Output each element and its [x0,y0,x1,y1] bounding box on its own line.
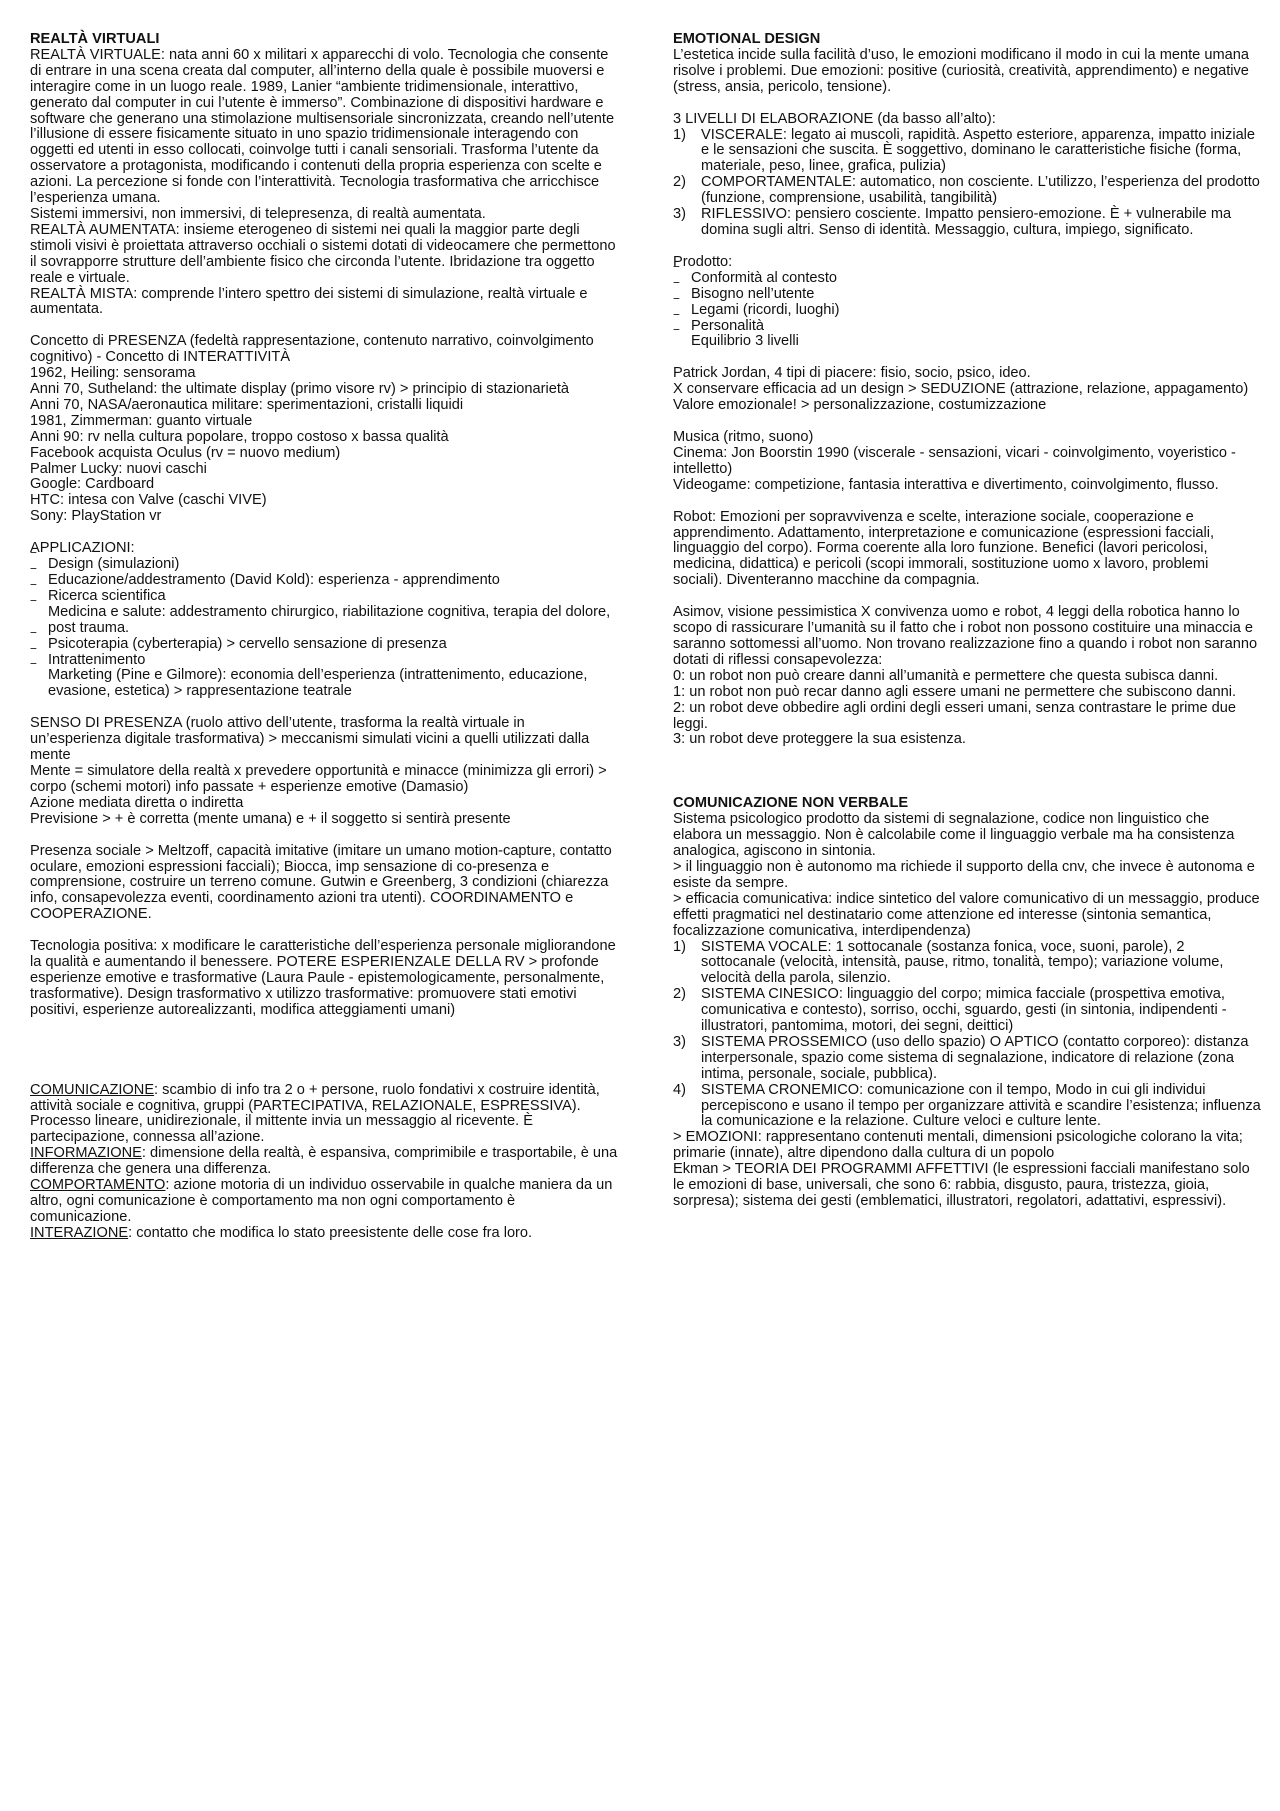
term-behavior: COMPORTAMENTO [30,1177,166,1194]
term-communication: COMUNICAZIONE [30,1081,155,1098]
presence-block [30,716,618,827]
timeline-block [30,334,618,525]
social-presence-paragraph: Presenza sociale > Meltzoff, capacità imitative (imitare un umano motion-capture, contatto oculare, emozioni espressioni facciali); Biocca, imp sensazione di co-presenza e comprensione, costruire un terreno comune. Gutwin e Greenberg, 3 condizioni (chiarezza info, consapevolezza eventi, coordinamento azioni tra utenti). COORDINAMENTO e COOPERAZIONE. [30,842,612,923]
timeline-line: Facebook acquista Oculus (rv = nuovo medium) [30,444,341,461]
law-line: 3: un robot deve proteggere la sua esistenza. [673,731,966,748]
spacer [673,96,1261,112]
jordan-line: Valore emozionale! > personalizzazione, costumizzazione [673,397,1047,414]
levels-title: 3 LIVELLI DI ELABORAZIONE (da basso all’alto): [673,110,996,127]
applications-list [30,552,618,700]
applications-title: APPLICAZIONI: [30,540,135,557]
jordan-line: Patrick Jordan, 4 tipi di piacere: fisio, socio, psico, ideo. [673,365,1031,382]
jordan-line: X conservare efficacia ad un design > SEDUZIONE (attrazione, relazione, appagamento) [673,381,1249,398]
systems-line: Sistemi immersivi, non immersivi, di telepresenza, di realtà aumentata. [30,205,486,222]
list-item: 4) SISTEMA CRONEMICO: comunicazione con il tempo, Modo in cui gli individui percepiscono e usano il tempo per organizzare attività e scandire l’esistenza; influenza la comunicazione e la relazione. Culture veloci e culture lente. [673,1081,1261,1130]
law-line: 1: un robot non può recar danno agli essere umani ne permettere che subiscono danni. [673,683,1237,700]
dash-bullet-icon: ‾ [674,329,679,346]
robot-laws [673,669,1261,749]
emotional-design-paragraph: L’estetica incide sulla facilità d’uso, le emozioni modificano il modo in cui la mente umana risolve i problemi. Due emozioni: positive (curiosità, creatività, apprendimento) e negative (stress, ansia, pericolo, tensione). [673,46,1249,95]
spacer [30,318,618,334]
dash-bullet-icon: ‾ [674,265,679,282]
presence-line: Mente = simulatore della realtà x prevedere opportunità e minacce (minimizza gli errori) > corpo (schemi motori) info passate + esperienze emotive (Damasio) [30,762,607,795]
media-line: Cinema: Jon Boorstin 1990 (viscerale - sensazioni, vicari - coinvolgimento, voyeristico - intelletto) [673,444,1236,477]
systems-list [673,940,1261,1131]
list-item: ‾ Medicina e salute: addestramento chirurgico, riabilitazione cognitiva, terapia del dolore, post trauma. [31,599,611,636]
timeline-line: HTC: intesa con Valve (caschi VIVE) [30,492,267,509]
emotions-line: > EMOZIONI: rappresentano contenuti mentali, dimensioni psicologiche colorano la vita; primarie (innate), altre dipendono dalla cultura di un popolo [673,1129,1243,1162]
list-item: ‾ Conformità al contesto [674,265,838,286]
presence-line: SENSO DI PRESENZA (ruolo attivo dell’utente, trasforma la realtà virtuale in un’esperienza digitale trasformativa) > meccanismi simulati vicini a quelli utilizzati dalla mente [30,715,590,764]
list-item: ‾ Design (simulazioni) [31,552,180,573]
timeline-line: Concetto di PRESENZA (fedeltà rappresentazione, contenuto narrativo, coinvolgimento cognitivo) - Concetto di INTERATTIVITÀ [30,333,594,366]
spacer [673,748,1261,796]
presence-line: Azione mediata diretta o indiretta [30,794,244,811]
media-line: Musica (ritmo, suono) [673,429,814,446]
list-item: ‾ Intrattenimento [31,647,146,668]
list-item: 2) SISTEMA CINESICO: linguaggio del corpo; mimica facciale (prospettiva emotiva, comunicativa e contesto), sorriso, occhi, sguardo, gesti (in sintonia, indipendenti - illustratori, pantomima, motori, dei segni, deittici) [673,986,1227,1035]
definition-information: INFORMAZIONE: dimensione della realtà, è espansiva, comprimibile e trasportabile, è una differenza che genera una differenza. [30,1145,618,1178]
term-information: INFORMAZIONE [30,1145,142,1162]
list-item: 1) SISTEMA VOCALE: 1 sottocanale (sostanza fonica, voce, suoni, parole), 2 sottocanale (velocità, intensità, pause, ritmo, tonalità, tempo); variazione volume, velocità della parola, silenzio. [673,938,1224,987]
spacer [30,525,618,541]
communication-definitions [30,1083,618,1242]
timeline-line: 1981, Zimmerman: guanto virtuale [30,412,253,429]
asimov-paragraph: Asimov, visione pessimistica X convivenza uomo e robot, 4 leggi della robotica hanno lo scopo di rassicurare l’umanità su il fatto che i robot non possono costituire una minaccia e saranno sottomessi all’uomo. Non trovano realizzazione fino a quando i robot non saranno dotati di riflessi consapevolezza: [673,604,1258,668]
product-list [673,265,1261,351]
vr-paragraph: REALTÀ VIRTUALE: nata anni 60 x militari x apparecchi di volo. Tecnologia che consente di entrare in una scena creata dal computer, all’interno della quale è possibile muoversi e interagire come in un luogo reale. 1989, Lanier “ambiente tridimensionale, interattivo, generato dal computer in cui l’utente è immerso”. Combinazione di dispositivi hardware e software che generano una stimolazione multisensoriale sincronizzata, creando nell’utente l’illusione di essere fisicamente situato in uno spazio tridimensionale interagendo con oggetti ed utenti in esso collocati, coinvolge tutti i canali sensoriali. Trasforma l’utente da osservatore a protagonista, modificando i contenuti della propria esperienza con scelte e azioni. La percezione si fonde con l’interattività. Tecnologia trasformativa che arricchisce l’esperienza umana. [30,46,615,207]
definition-behavior: COMPORTAMENTO: azione motoria di un individuo osservabile in qualche maniera da un altro, ogni comunicazione è comportamento ma non ogni comportamento è comunicazione. [30,1177,613,1225]
spacer [673,414,1261,430]
spacer [30,923,618,939]
mr-paragraph: REALTÀ MISTA: comprende l’intero spettro dei sistemi di simulazione, realtà virtuale e aumentata. [30,285,588,318]
dash-bullet-icon: ‾ [31,568,36,584]
list-item: ‾ Psicoterapia (cyberterapia) > cervello sensazione di presenza [31,631,447,652]
term-interaction: INTERAZIONE [30,1224,129,1241]
timeline-line: Google: Cardboard [30,476,155,493]
cnv-title: COMUNICAZIONE NON VERBALE [673,795,909,812]
spacer [30,700,618,716]
list-item: ‾ Legami (ricordi, luoghi) [674,297,840,318]
presence-line: Previsione > + è corretta (mente umana) e + il soggetto si sentirà presente [30,810,511,827]
emotional-design-title: EMOTIONAL DESIGN [673,31,821,47]
timeline-line: Anni 90: rv nella cultura popolare, troppo costoso x bassa qualità [30,428,449,445]
ar-paragraph: REALTÀ AUMENTATA: insieme eterogeneo di sistemi nei quali la maggior parte degli stimoli visivi è proiettata attraverso occhiali o sistemi dotati di videocamere che permettono il sovrapporre strutture dell’ambiente fisico che circonda l’utente. Ibridazione tra oggetto reale e virtuale. [30,221,616,286]
dash-bullet-icon: ‾ [31,599,36,616]
vr-title: REALTÀ VIRTUALI [30,31,160,47]
cnv-line: Sistema psicologico prodotto da sistemi di segnalazione, codice non linguistico che elabora un messaggio. Non è calcolabile come il linguaggio verbale ma ha consistenza analogica, agiscono in sintonia. [673,811,1235,860]
media-block [673,430,1261,494]
spacer [673,239,1261,255]
right-column [673,32,1261,1210]
definition-communication: COMUNICAZIONE: scambio di info tra 2 o + persone, ruolo fondativi x costruire identità, attività sociale e cognitiva, gruppi (PARTECIPATIVA, RELAZIONALE, ESPRESSIVA). Processo lineare, unidirezionale, il mittente invia un messaggio al ricevente. È partecipazione, connessa all’azione. [30,1081,600,1146]
definition-interaction: INTERAZIONE: contatto che modifica lo stato preesistente delle cose fra loro. [30,1224,533,1241]
dash-bullet-icon: ‾ [674,297,679,314]
spacer [30,828,618,844]
list-item: 1) VISCERALE: legato ai muscoli, rapidità. Aspetto esteriore, apparenza, impatto iniziale e le sensazioni che suscita. È soggettivo, dominano le caratteristiche fisiche (forma, materiale, peso, linee, grafica, pulizia) [673,126,1256,175]
cnv-line: > il linguaggio non è autonomo ma richiede il supporto della cnv, che invece è autonoma e esiste da sempre. [673,858,1255,891]
law-line: 2: un robot deve obbedire agli ordini degli esseri umani, senza contrastare le prime due leggi. [673,699,1236,732]
left-column [30,32,618,1242]
timeline-line: Sony: PlayStation vr [30,508,162,525]
timeline-line: Anni 70, Sutheland: the ultimate display (primo visore rv) > principio di stazionarietà [30,381,570,398]
timeline-line: Anni 70, NASA/aeronautica militare: sperimentazioni, cristalli liquidi [30,396,464,413]
dash-bullet-icon: ‾ [31,631,36,648]
list-item: 3) SISTEMA PROSSEMICO (uso dello spazio) O APTICO (contatto corporeo): distanza interpersonale, spazio come sistema di segnalazione, indicatore di relazione (zona intima, personale, sociale, pubblica). [673,1033,1249,1082]
robot-paragraph: Robot: Emozioni per sopravvivenza e scelte, interazione sociale, cooperazione e apprendimento. Adattamento, interpretazione e comunicazione (espressioni facciali, linguaggio del corpo). Forma coerente alla loro funzione. Benefici (lavori pericolosi, medicina, didattica) e pericoli (scopi immorali, sostituzione uomo x lavoro, problemi sociali). Diventeranno macchine da compagnia. [673,508,1215,589]
jordan-block [673,366,1261,414]
product-title: Prodotto: [673,253,733,270]
law-line: 0: un robot non può creare danni all’umanità e permettere che questa subisca danni. [673,667,1219,684]
spacer [30,1019,618,1083]
spacer [673,589,1261,605]
list-item: ‾ Personalità [674,313,765,334]
dash-bullet-icon: ‾ [674,313,679,330]
spacer [673,350,1261,366]
dash-bullet-icon: ‾ [31,647,36,664]
list-item: ‾ Educazione/addestramento (David Kold): esperienza - apprendimento [31,568,500,588]
list-item: ‾ Equilibrio 3 livelli [674,329,799,350]
levels-list [673,128,1261,239]
cnv-line: > efficacia comunicativa: indice sintetico del valore comunicativo di un messaggio, produce effetti pragmatici nel destinatario come attenzione ed interesse (sintonia semantica, focalizzazione comunicativa, interdipendenza) [673,890,1260,939]
dash-bullet-icon: ‾ [31,583,36,600]
emotions-line: Ekman > TEORIA DEI PROGRAMMI AFFETTIVI (le espressioni facciali manifestano solo le emozioni di base, universali, che sono 6: rabbia, disgusto, paura, tristezza, gioia, sorpresa); sistema dei gesti (emblematici, illustratori, regolatori, adattativi, espressivi). [673,1161,1250,1209]
media-line: Videogame: competizione, fantasia interattiva e divertimento, coinvolgimento, flusso. [673,476,1219,493]
dash-bullet-icon: ‾ [31,663,36,680]
dash-bullet-icon: ‾ [31,552,36,569]
timeline-line: 1962, Heiling: sensorama [30,365,196,382]
dash-bullet-icon: ‾ [674,281,679,298]
spacer [673,494,1261,510]
list-item: ‾ Ricerca scientifica [31,583,166,604]
emotions-block [673,1130,1261,1210]
positive-tech-paragraph: Tecnologia positiva: x modificare le caratteristiche dell’esperienza personale migliorandone la qualità e aumentando il benessere. POTERE ESPERIENZALE DELLA RV > profonde esperienze emotive e trasformative (Laura Paule - epistemologicamente, personalmente, trasformative). Design trasformativo x utilizzo trasformative: promuovere stati emotivi positivi, esperienze autorealizzanti, modifica atteggiamenti umani) [30,938,616,1018]
list-item: ‾ Bisogno nell’utente [674,281,815,302]
timeline-line: Palmer Lucky: nuovi caschi [30,460,207,477]
list-item: ‾ Marketing (Pine e Gilmore): economia dell’esperienza (intrattenimento, educazione, evasione, estetica) > rappresentazione teatrale [31,663,588,700]
list-item: 3) RIFLESSIVO: pensiero cosciente. Impatto pensiero-emozione. È + vulnerabile ma domina sugli altri. Senso di identità. Messaggio, cultura, impiego, significato. [673,206,1232,238]
cnv-block [673,812,1261,939]
list-item: 2) COMPORTAMENTALE: automatico, non cosciente. L’utilizzo, l’esperienza del prodotto (funzione, comprensione, usabilità, tangibilità) [673,174,1260,207]
